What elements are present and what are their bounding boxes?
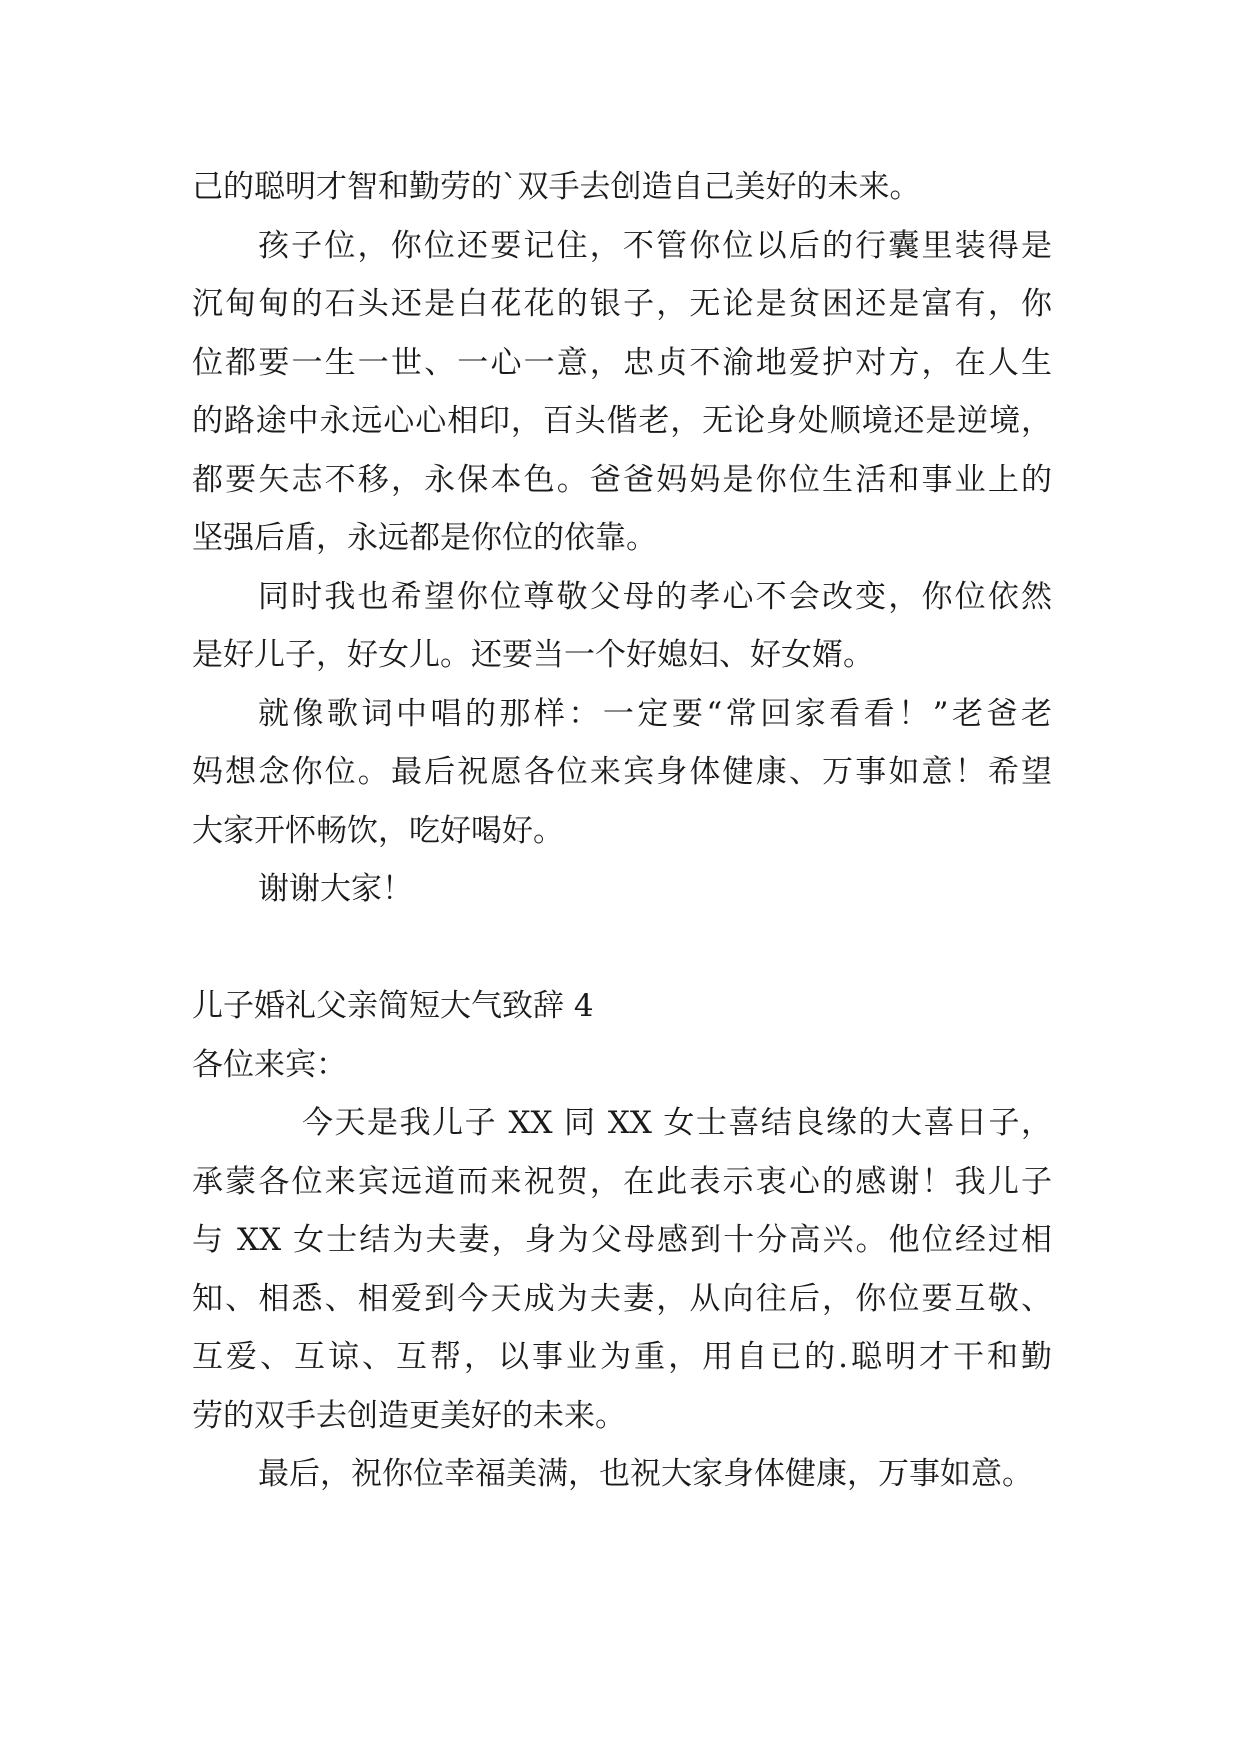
paragraph-line: 与 XX 女士结为夫妻，身为父母感到十分高兴。他位经过相: [192, 1222, 1052, 1258]
paragraph-line: 坚强后盾，永远都是你位的依靠。: [192, 520, 657, 556]
paragraph-line: 己的聪明才智和勤劳的`双手去创造自己美好的未来。: [192, 169, 921, 205]
paragraph-line: 是好儿子，好女儿。还要当一个好媳妇、好女婿。: [192, 637, 874, 673]
paragraph-line: 承蒙各位来宾远道而来祝贺，在此表示衷心的感谢！我儿子: [192, 1163, 1052, 1200]
paragraph-line: 同时我也希望你位尊敬父母的孝心不会改变，你位依然: [258, 578, 1052, 615]
section-title: 儿子婚礼父亲简短大气致辞 4: [192, 988, 594, 1024]
paragraph-line: 妈想念你位。最后祝愿各位来宾身体健康、万事如意！希望: [192, 754, 1052, 790]
paragraph-line: 大家开怀畅饮，吃好喝好。: [192, 812, 564, 849]
paragraph-line: 最后，祝你位幸福美满，也祝大家身体健康，万事如意。: [258, 1456, 1033, 1492]
paragraph-line: 就像歌词中唱的那样：一定要“常回家看看！”老爸老: [258, 695, 1052, 732]
blank-line: [192, 919, 1052, 978]
paragraph-line: 互爱、互谅、互帮，以事业为重，用自已的.聪明才干和勤: [192, 1339, 1052, 1375]
paragraph-line: 谢谢大家！: [258, 871, 413, 907]
document-body: [192, 158, 1052, 1504]
paragraph-line: 今天是我儿子 XX 同 XX 女士喜结良缘的大喜日子，: [302, 1105, 1052, 1141]
paragraph-line: 位都要一生一世、一心一意，忠贞不渝地爱护对方，在人生: [192, 344, 1052, 381]
paragraph-line: 劳的双手去创造更美好的未来。: [192, 1397, 626, 1434]
paragraph-line: 的路途中永远心心相印，百头偕老，无论身处顺境还是逆境，: [192, 403, 1052, 439]
paragraph-line: 知、相悉、相爱到今天成为夫妻，从向往后，你位要互敬、: [192, 1280, 1052, 1317]
paragraph-line: 孩子位，你位还要记住，不管你位以后的行囊里装得是: [258, 227, 1052, 264]
salutation: 各位来宾：: [192, 1046, 347, 1083]
paragraph-line: 都要矢志不移，永保本色。爸爸妈妈是你位生活和事业上的: [192, 461, 1052, 498]
paragraph-line: 沉甸甸的石头还是白花花的银子，无论是贫困还是富有，你: [192, 286, 1052, 322]
